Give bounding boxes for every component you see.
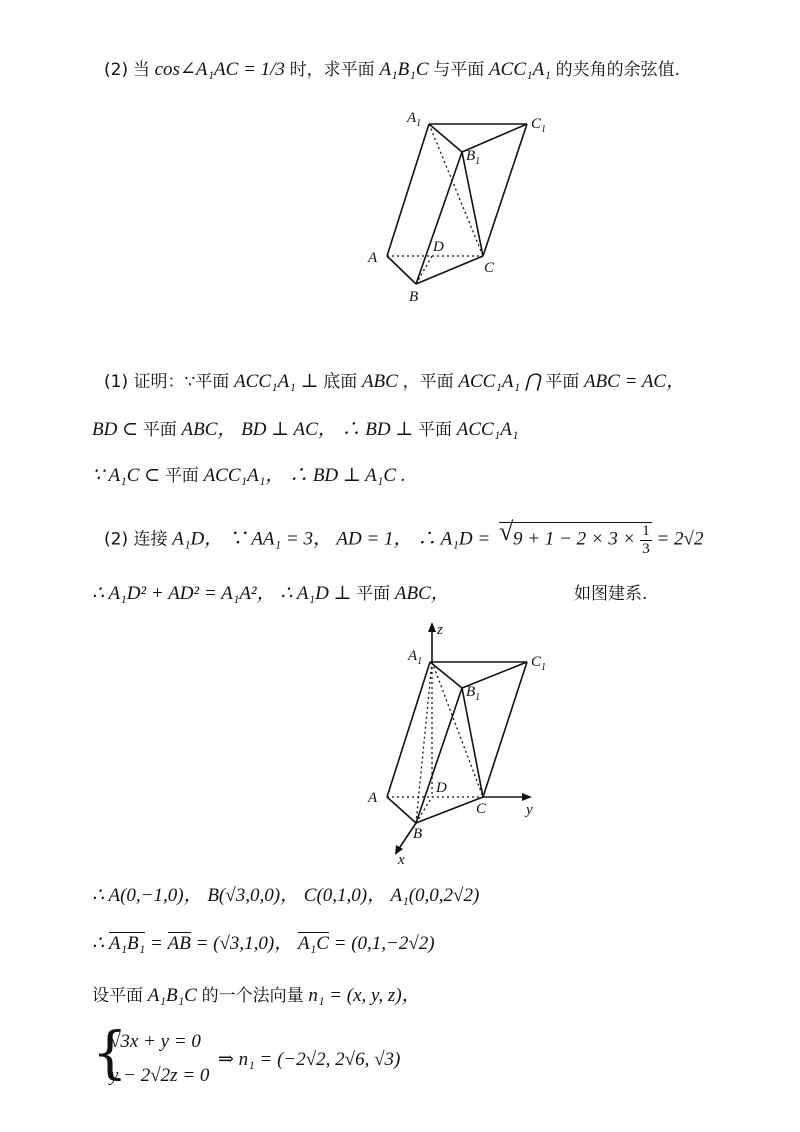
dashed-a1-c xyxy=(429,124,483,256)
proof-line-2: BD ⊂ 平面 ABC， BD ⊥ AC， ∴ BD ⊥ 平面 ACC₁A₁ xyxy=(92,419,519,440)
edge-b-c xyxy=(416,797,483,823)
label-c1: $C_1$ xyxy=(531,116,547,135)
edge-c-c1 xyxy=(483,124,527,256)
cos-condition: cos∠A₁AC = 1/3 xyxy=(154,59,285,80)
label-z: z xyxy=(437,622,443,638)
label-d: D xyxy=(433,239,444,255)
label-b1: $B_1$ xyxy=(466,148,481,167)
edge-a-b xyxy=(387,797,416,823)
label-a: A xyxy=(368,790,378,806)
edge-b1-c xyxy=(462,152,483,256)
solution-line-5: ∴ A₁D² + AD² = A₁A²， ∴ A₁D ⊥ 平面 ABC， xyxy=(92,583,450,604)
prism-figure-2-axes xyxy=(0,620,800,870)
vector-a1b1: A₁B₁ xyxy=(108,933,146,954)
vector-ab: AB xyxy=(167,933,191,954)
proof-line-1: (1) 证明：∵平面 ACC₁A₁ ⊥ 底面 ABC ，平面 ACC₁A₁ ⋂ 平面 ABC = AC， xyxy=(104,371,686,392)
label-b: B xyxy=(409,289,419,305)
prism-figure-1 xyxy=(0,100,800,410)
coords-line-2: ∴ A₁B₁ = AB = (√3,1,0)， A₁C = (0,1,−2√2) xyxy=(92,933,435,954)
label-c: C xyxy=(476,801,487,817)
edge-b-b1 xyxy=(416,688,462,823)
question-2: (2) 当 cos∠A₁AC = 1/3 时，求平面 A₁B₁C 与平面 ACC₁A₁ 的夹角的余弦值. xyxy=(104,59,680,80)
edge-b1-c xyxy=(462,688,483,797)
label-c1: $C_1$ xyxy=(531,654,547,673)
radical-sign-icon: √ xyxy=(498,517,514,546)
sqrt-expression: √ 9 + 1 − 2 × 3 × $\frac{1}{3}$ xyxy=(498,517,650,557)
label-b: B xyxy=(413,826,423,842)
label-a1: $A_1$ xyxy=(408,648,423,667)
edge-a-a1 xyxy=(387,124,429,256)
left-brace-icon: { xyxy=(92,1021,128,1086)
coords-line-3: 设平面 A₁B₁C 的一个法向量 n₁ = (x, y, z)， xyxy=(92,985,421,1006)
label-y: y xyxy=(526,802,533,818)
vector-a1c: A₁C xyxy=(297,933,329,954)
build-coordinate-note: 如图建系. xyxy=(574,584,648,604)
z-axis-arrow-icon xyxy=(428,622,436,632)
proof-line-3: ∵ A₁C ⊂ 平面 ACC₁A₁， ∴ BD ⊥ A₁C . xyxy=(92,465,406,486)
label-b1: $B_1$ xyxy=(466,684,481,703)
normal-vector-n1: n₁ = (x, y, z)， xyxy=(308,985,421,1006)
label-x: x xyxy=(398,852,405,868)
y-axis-arrow-icon xyxy=(522,793,532,801)
edge-a-b xyxy=(387,256,416,284)
edge-a1-b1 xyxy=(430,662,462,688)
label-a1: $A_1$ xyxy=(407,110,422,129)
solution-line-4: (2) 连接 A₁D， ∵ AA₁ = 3， AD = 1， ∴ A₁D = √ 9 + 1 − 2 × 3 × $\frac{1}{3}$ = 2√2 xyxy=(104,517,704,557)
edge-a1-b1 xyxy=(429,124,462,152)
coords-line-1: ∴ A(0,−1,0)， B(√3,0,0)， C(0,1,0)， A₁(0,0,2√2) xyxy=(92,885,480,906)
fraction-one-third: $\frac{1}{3}$ xyxy=(642,523,650,557)
label-c: C xyxy=(484,260,495,276)
edge-b-c xyxy=(416,256,483,284)
edge-c-c1 xyxy=(483,662,527,797)
edge-b-b1 xyxy=(416,152,462,284)
edge-a-a1 xyxy=(387,662,430,797)
label-d: D xyxy=(436,780,447,796)
label-a: A xyxy=(368,250,378,266)
